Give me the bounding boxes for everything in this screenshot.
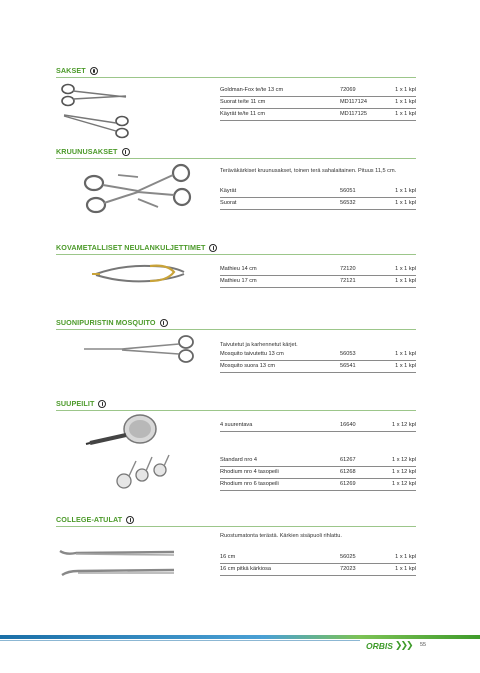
product-code: 72120 xyxy=(340,266,356,272)
product-code: 56532 xyxy=(340,200,356,206)
table-row xyxy=(220,420,416,432)
product-name: 16 cm pitkä kärkiosa xyxy=(220,566,271,572)
mosquito-forceps-image xyxy=(82,334,202,364)
product-qty: 1 x 1 kpl xyxy=(395,87,416,93)
product-name: Suorat xyxy=(220,200,237,206)
table-row xyxy=(220,186,416,198)
info-icon[interactable] xyxy=(160,319,168,327)
table-row xyxy=(220,276,416,288)
section-divider xyxy=(56,526,416,527)
product-code: 56541 xyxy=(340,363,356,369)
product-name: 16 cm xyxy=(220,554,236,560)
footer-bar xyxy=(0,635,480,639)
product-qty: 1 x 1 kpl xyxy=(395,554,416,560)
section-title xyxy=(56,515,134,524)
table-row xyxy=(220,349,416,361)
product-code: 56051 xyxy=(340,188,356,194)
product-table-top xyxy=(220,420,416,432)
product-code: 72023 xyxy=(340,566,356,572)
product-qty: 1 x 1 kpl xyxy=(395,188,416,194)
info-icon[interactable] xyxy=(90,67,98,75)
product-code: 56025 xyxy=(340,554,356,560)
section-title xyxy=(56,318,168,327)
product-name: Mathieu 17 cm xyxy=(220,278,257,284)
product-name: Mosquito suora 13 cm xyxy=(220,363,276,369)
product-qty: 1 x 1 kpl xyxy=(395,351,416,357)
page-number: 55 xyxy=(420,642,427,648)
needle-holder-image xyxy=(92,259,192,289)
section-title-text: SUUPEILIT xyxy=(56,399,95,408)
product-code: 61267 xyxy=(340,457,356,463)
product-table xyxy=(220,349,416,373)
section-title xyxy=(56,147,130,156)
table-row xyxy=(220,109,416,121)
info-icon[interactable] xyxy=(126,516,134,524)
product-code: 61268 xyxy=(340,469,356,475)
product-qty: 1 x 12 kpl xyxy=(392,469,416,475)
product-table xyxy=(220,552,416,576)
section-description: Teräväkärkiset kruunusakset, toinen terä sahalaitainen. Pituus 11,5 cm. xyxy=(220,168,397,174)
product-table xyxy=(220,264,416,288)
product-code: 72069 xyxy=(340,87,356,93)
logo-text: ORBIS xyxy=(366,640,393,651)
section-title xyxy=(56,66,98,75)
product-name: Goldman-Fox te/te 13 cm xyxy=(220,87,284,93)
section-title-text: SAKSET xyxy=(56,66,86,75)
section-divider xyxy=(56,254,416,255)
section-description: Ruostumatonta terästä. Kärkien sisäpuoli rihlattu. xyxy=(220,533,342,539)
product-name: Mosquito taivutettu 13 cm xyxy=(220,351,284,357)
section-title-text: KOVAMETALLISET NEULANKULJETTIMET xyxy=(56,243,206,252)
section-divider xyxy=(56,329,416,330)
product-table xyxy=(220,186,416,210)
product-qty: 1 x 1 kpl xyxy=(395,99,416,105)
table-row xyxy=(220,361,416,373)
product-code: 61269 xyxy=(340,481,356,487)
product-name: Rhodium nro 4 tasopeili xyxy=(220,469,279,475)
table-row xyxy=(220,97,416,109)
info-icon[interactable] xyxy=(98,400,106,408)
product-code: 72121 xyxy=(340,278,356,284)
product-name: Käyrät te/te 11 cm xyxy=(220,111,265,117)
tweezers-image xyxy=(56,545,180,581)
scissors-image xyxy=(56,81,136,139)
product-qty: 1 x 12 kpl xyxy=(392,457,416,463)
product-qty: 1 x 1 kpl xyxy=(395,363,416,369)
section-title xyxy=(56,243,217,252)
info-icon[interactable] xyxy=(122,148,130,156)
table-row xyxy=(220,85,416,97)
table-row xyxy=(220,479,416,491)
product-qty: 1 x 1 kpl xyxy=(395,278,416,284)
table-row xyxy=(220,455,416,467)
product-code: MD117124 xyxy=(340,99,367,105)
footer-line xyxy=(0,640,360,641)
product-code: 56053 xyxy=(340,351,356,357)
product-qty: 1 x 1 kpl xyxy=(395,200,416,206)
info-icon[interactable] xyxy=(209,244,217,252)
product-qty: 1 x 1 kpl xyxy=(395,566,416,572)
section-title xyxy=(56,399,106,408)
product-name: Mathieu 14 cm xyxy=(220,266,257,272)
section-description: Taivutetut ja karhennetut kärjet. xyxy=(220,342,298,348)
product-qty: 1 x 1 kpl xyxy=(395,266,416,272)
section-divider xyxy=(56,77,416,78)
mouth-mirrors-image xyxy=(112,453,172,493)
product-code: 16640 xyxy=(340,422,356,428)
product-name: Käyrät xyxy=(220,188,237,194)
product-table xyxy=(220,455,416,491)
table-row xyxy=(220,198,416,210)
crown-scissors-image xyxy=(78,161,198,217)
table-row xyxy=(220,564,416,576)
section-divider xyxy=(56,158,416,159)
product-qty: 1 x 12 kpl xyxy=(392,481,416,487)
table-row xyxy=(220,467,416,479)
product-qty: 1 x 12 kpl xyxy=(392,422,416,428)
product-name: Suorat te/te 11 cm xyxy=(220,99,266,105)
product-name: Rhodium nro 6 tasopeili xyxy=(220,481,279,487)
logo-chevrons-icon: ❯❯❯ xyxy=(394,640,412,650)
product-qty: 1 x 1 kpl xyxy=(395,111,416,117)
table-row xyxy=(220,552,416,564)
product-name: 4 suurentava xyxy=(220,422,253,428)
orbis-logo xyxy=(366,640,412,651)
magnifying-mirror-image xyxy=(84,411,164,451)
section-title-text: KRUUNUSAKSET xyxy=(56,147,118,156)
product-code: MD117125 xyxy=(340,111,367,117)
product-table xyxy=(220,85,416,121)
table-row xyxy=(220,264,416,276)
product-name: Standard nro 4 xyxy=(220,457,258,463)
section-title-text: COLLEGE-ATULAT xyxy=(56,515,123,524)
section-title-text: SUONIPURISTIN MOSQUITO xyxy=(56,318,156,327)
